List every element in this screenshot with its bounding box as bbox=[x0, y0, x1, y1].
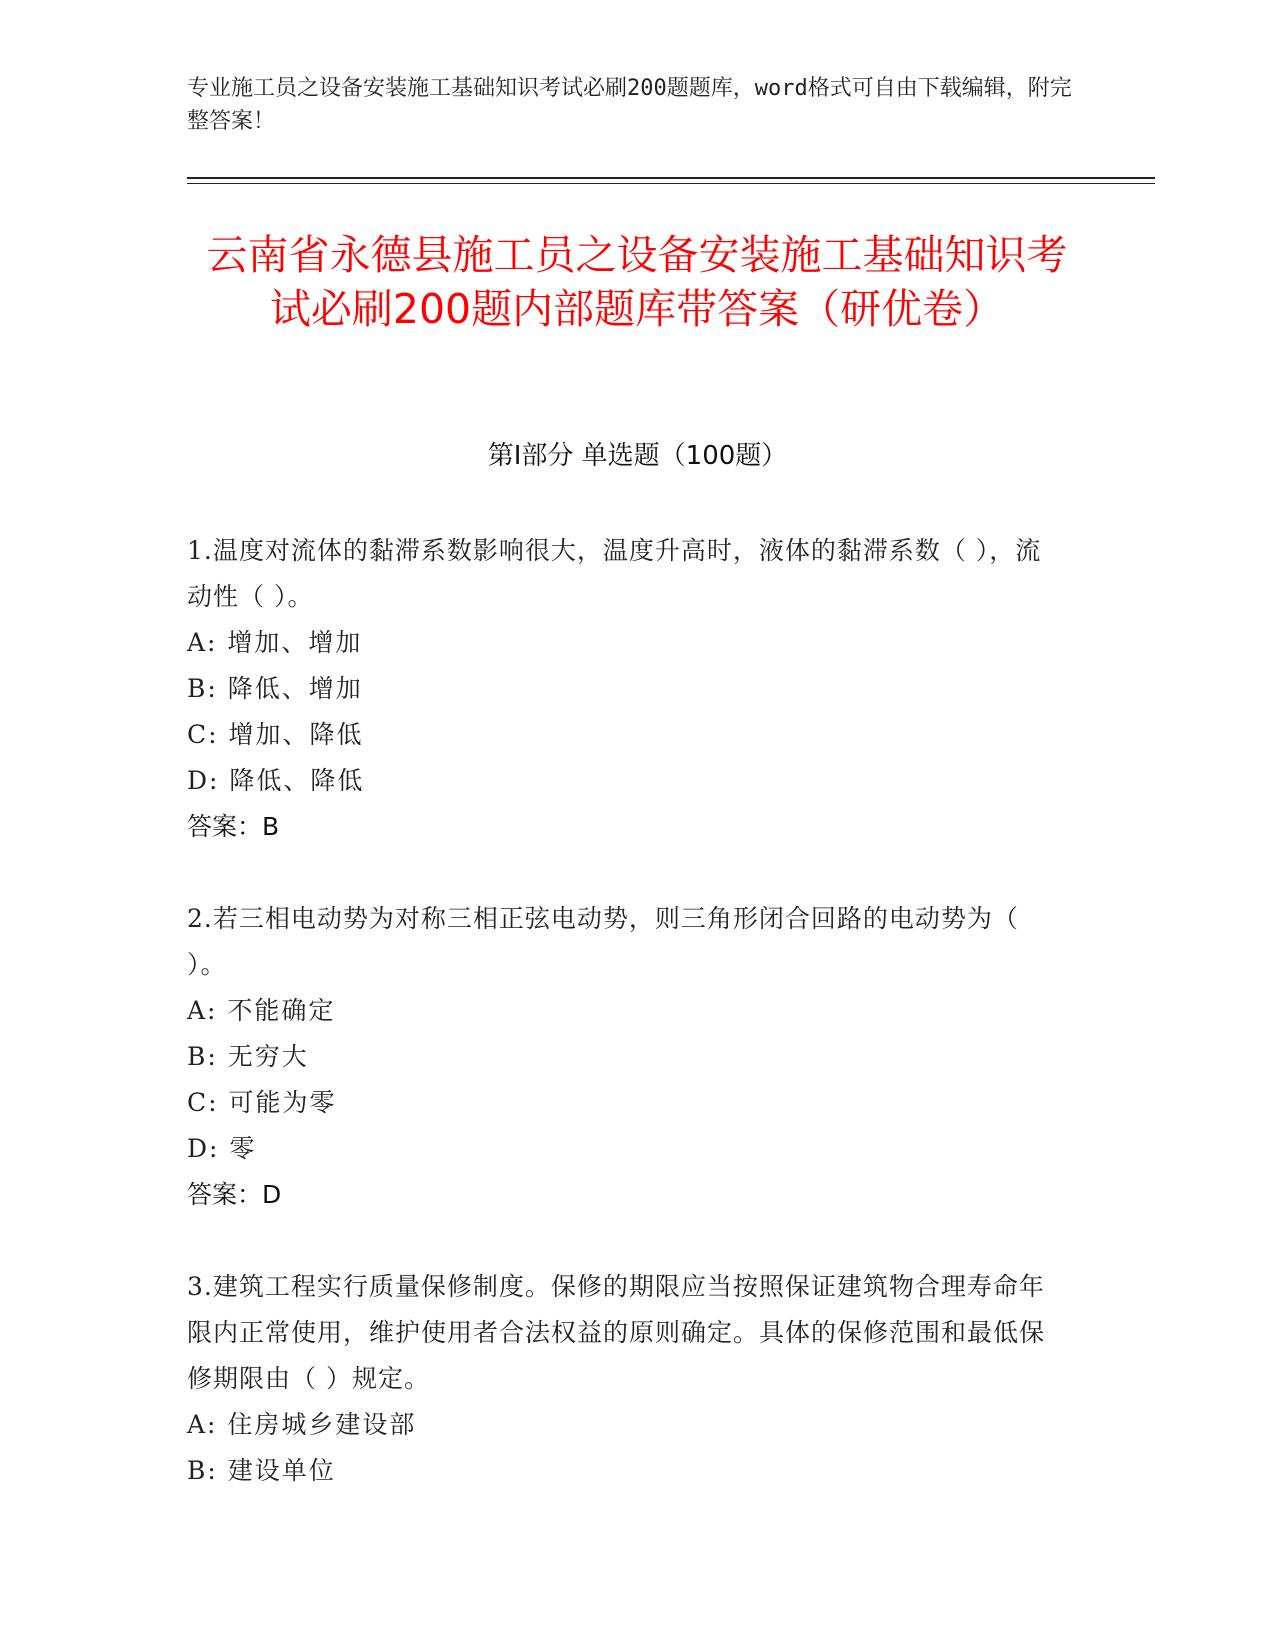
question-stem: 3.建筑工程实行质量保修制度。保修的期限应当按照保证建筑物合理寿命年限内正常使用，维护使用者合法权益的原则确定。具体的保修范围和最低保修期限由（ ）规定。 bbox=[187, 1272, 1046, 1393]
option-c: C: 增加、降低 bbox=[187, 720, 364, 749]
option-a: A: 增加、增加 bbox=[187, 628, 363, 657]
option-b: B: 建设单位 bbox=[187, 1456, 336, 1485]
question-3 bbox=[187, 1264, 1067, 1494]
question-2 bbox=[187, 896, 1067, 1218]
question-stem: 1.温度对流体的黏滞系数影响很大，温度升高时，液体的黏滞系数（ ），流动性（ ）。 bbox=[187, 536, 1042, 611]
answer-text: 答案：D bbox=[187, 1180, 282, 1209]
option-d: D: 降低、降低 bbox=[187, 766, 365, 795]
option-d: D: 零 bbox=[187, 1134, 257, 1163]
header-divider-thin bbox=[187, 183, 1155, 184]
option-b: B: 降低、增加 bbox=[187, 674, 363, 703]
option-a: A: 不能确定 bbox=[187, 996, 336, 1025]
answer-text: 答案：B bbox=[187, 812, 280, 841]
document-title: 云南省永德县施工员之设备安装施工基础知识考试必刷200题内部题库带答案（研优卷） bbox=[206, 231, 1068, 333]
header-divider-thick bbox=[187, 177, 1155, 179]
header-note: 专业施工员之设备安装施工基础知识考试必刷200题题库，word格式可自由下载编辑，附完整答案！ bbox=[187, 76, 1072, 134]
option-a: A: 住房城乡建设部 bbox=[187, 1410, 417, 1439]
option-b: B: 无穷大 bbox=[187, 1042, 309, 1071]
question-stem: 2.若三相电动势为对称三相正弦电动势，则三角形闭合回路的电动势为（ ）。 bbox=[187, 904, 1019, 979]
question-list bbox=[187, 528, 1067, 1540]
section-heading: 第Ⅰ部分 单选题（100题） bbox=[487, 441, 788, 471]
question-1 bbox=[187, 528, 1067, 850]
option-c: C: 可能为零 bbox=[187, 1088, 337, 1117]
